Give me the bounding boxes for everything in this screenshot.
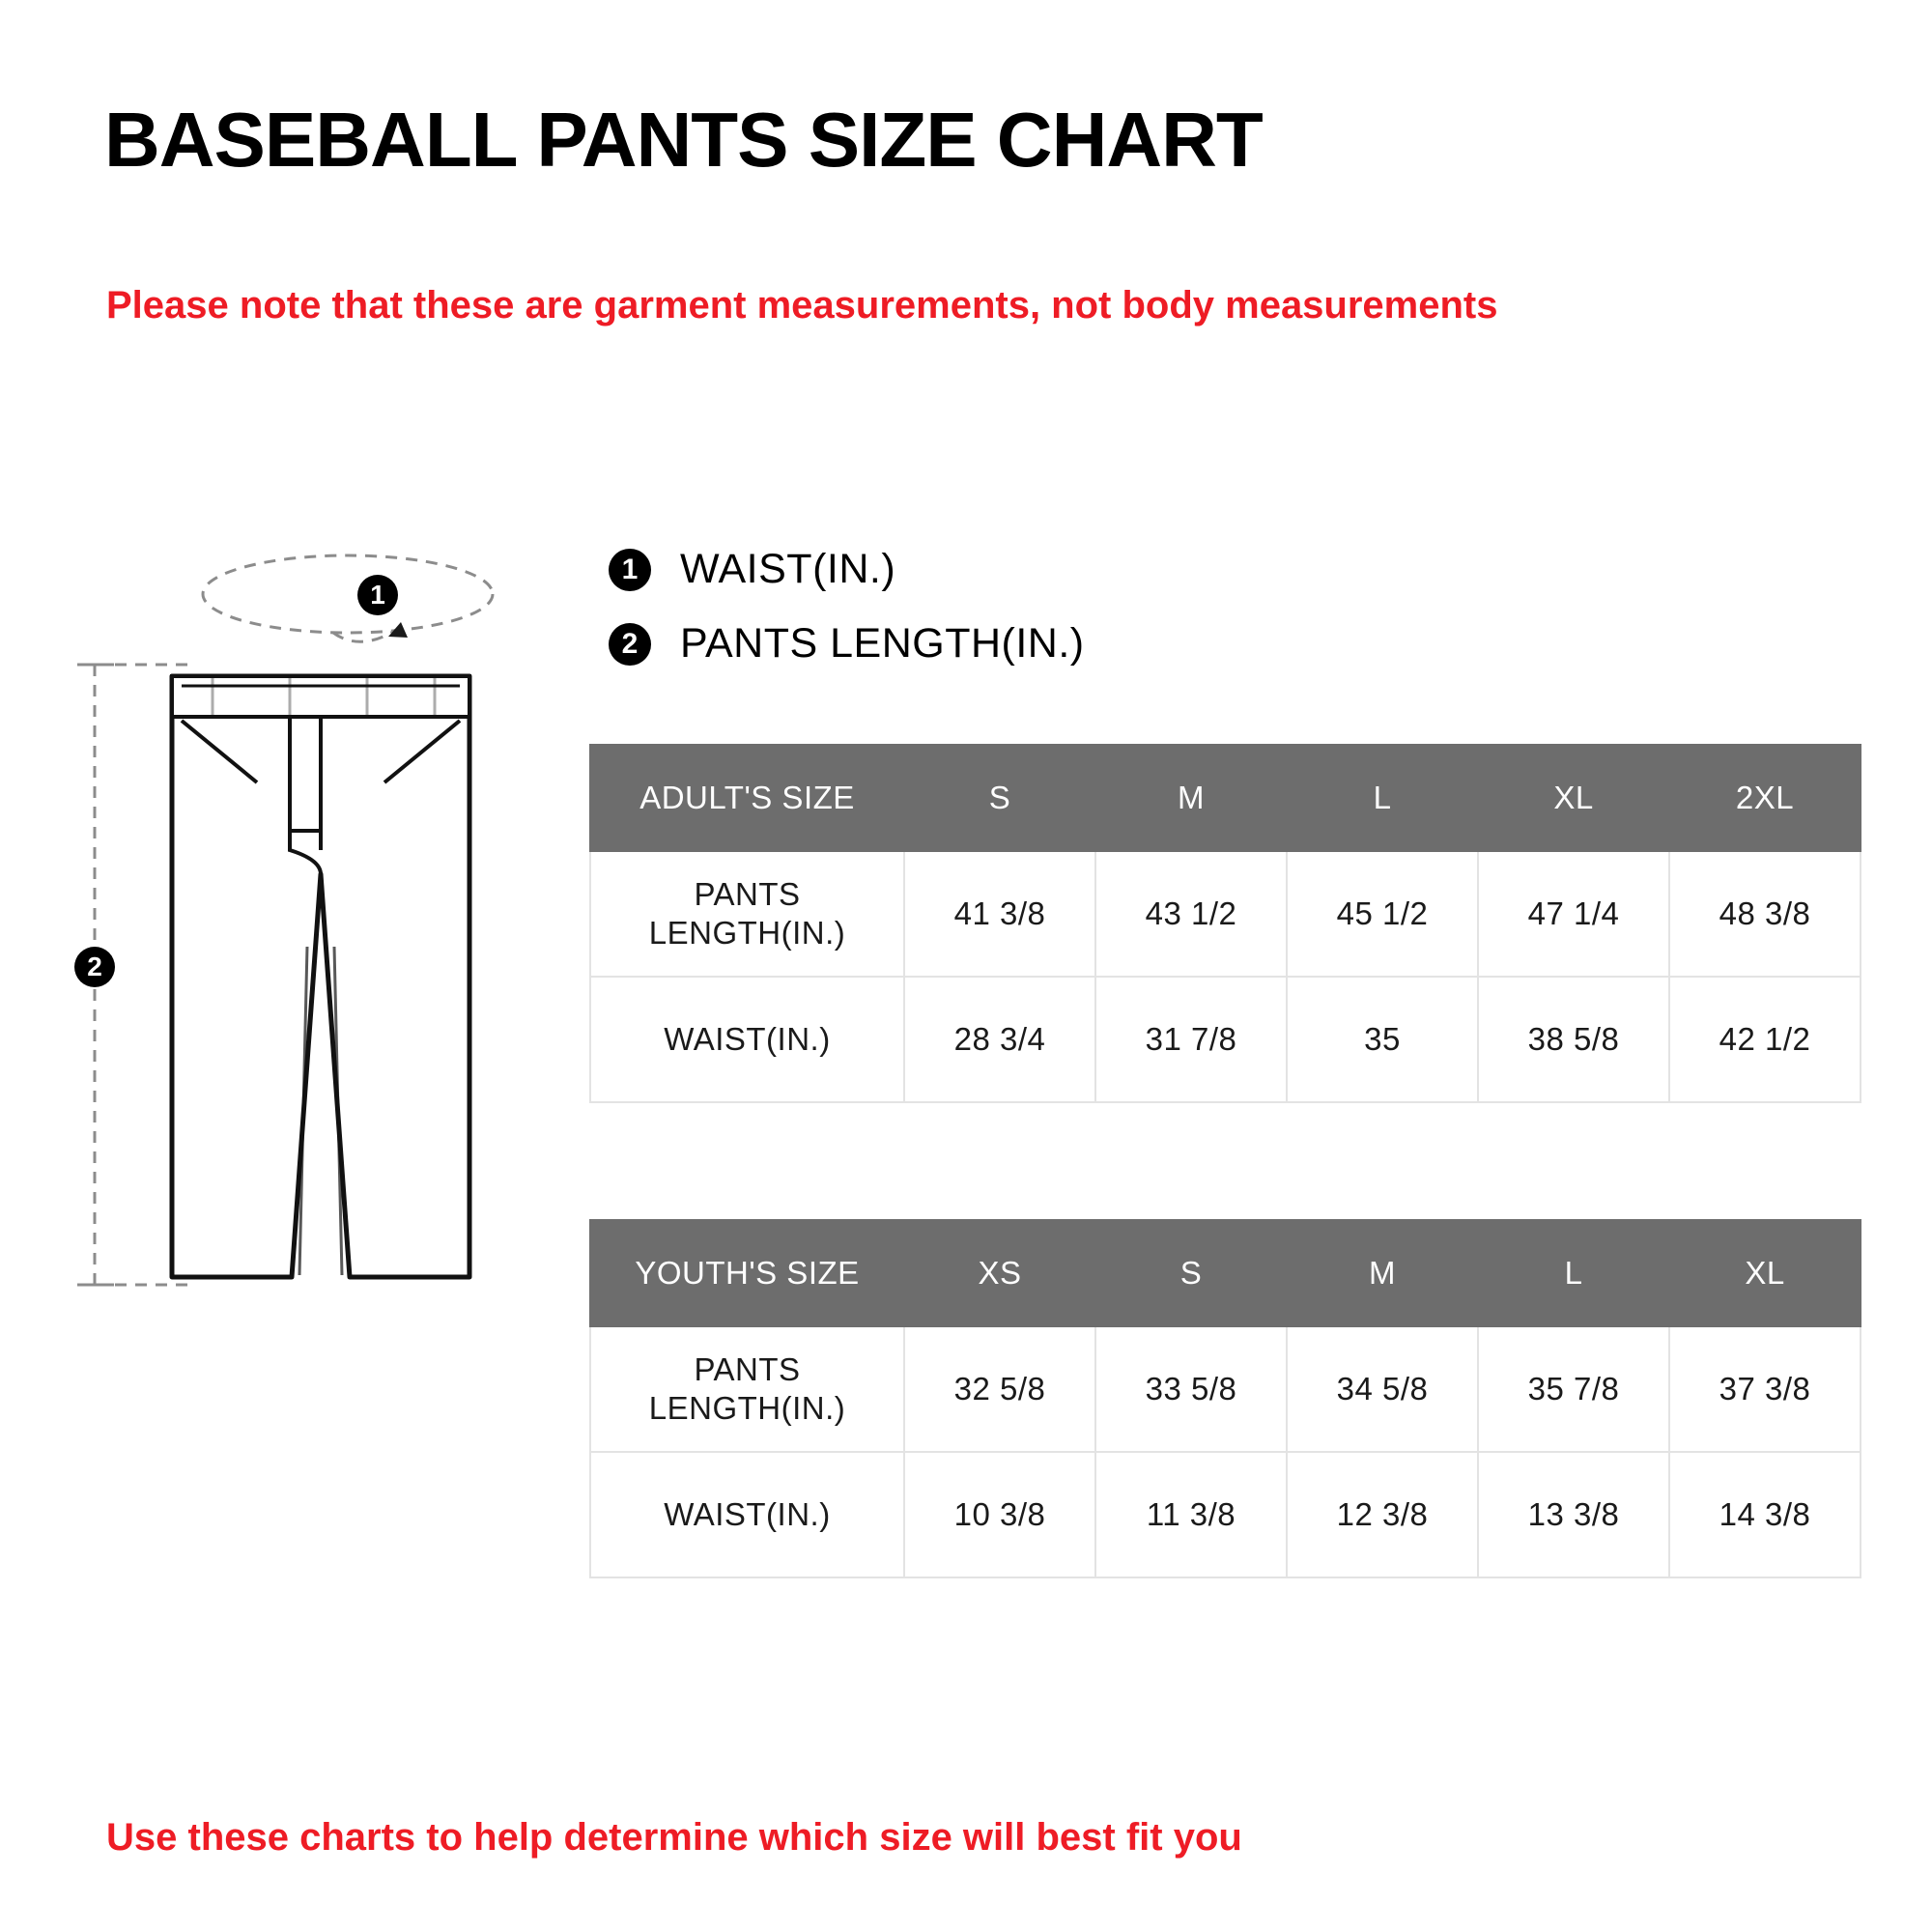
adults-col-xl: XL — [1478, 745, 1669, 851]
garment-measurement-note: Please note that these are garment measurements, not body measurements — [106, 284, 1498, 327]
adults-size-table — [589, 744, 1861, 1103]
adults-row-label-waist: WAIST(IN.) — [590, 977, 904, 1102]
youths-col-l: L — [1478, 1220, 1669, 1326]
youths-length-xs: 32 5/8 — [904, 1326, 1095, 1452]
illustration-badge-length: 2 — [74, 947, 115, 987]
adults-size-header: ADULT'S SIZE — [590, 745, 904, 851]
youths-size-header: YOUTH'S SIZE — [590, 1220, 904, 1326]
adults-col-m: M — [1095, 745, 1287, 851]
adults-length-m: 43 1/2 — [1095, 851, 1287, 977]
youths-waist-xl: 14 3/8 — [1669, 1452, 1861, 1577]
legend-label-pants-length: PANTS LENGTH(IN.) — [680, 620, 1085, 667]
youths-size-table — [589, 1219, 1861, 1578]
youths-row-label-pants-length: PANTS LENGTH(IN.) — [590, 1326, 904, 1452]
adults-waist-xl: 38 5/8 — [1478, 977, 1669, 1102]
adults-col-l: L — [1287, 745, 1478, 851]
youths-col-m: M — [1287, 1220, 1478, 1326]
adults-length-2xl: 48 3/8 — [1669, 851, 1861, 977]
legend-item-waist — [609, 546, 1085, 593]
adults-col-2xl: 2XL — [1669, 745, 1861, 851]
adults-length-xl: 47 1/4 — [1478, 851, 1669, 977]
youths-length-m: 34 5/8 — [1287, 1326, 1478, 1452]
youths-waist-m: 12 3/8 — [1287, 1452, 1478, 1577]
table-row — [590, 977, 1861, 1102]
youths-length-xl: 37 3/8 — [1669, 1326, 1861, 1452]
adults-length-s: 41 3/8 — [904, 851, 1095, 977]
legend-label-waist: WAIST(IN.) — [680, 546, 896, 592]
table-header-row — [590, 1220, 1861, 1326]
measurement-legend — [609, 546, 1085, 695]
table-row — [590, 851, 1861, 977]
table-row — [590, 1326, 1861, 1452]
table-row — [590, 1452, 1861, 1577]
circle-one-icon: 1 — [609, 549, 651, 591]
adults-waist-s: 28 3/4 — [904, 977, 1095, 1102]
youths-waist-s: 11 3/8 — [1095, 1452, 1287, 1577]
youths-col-xs: XS — [904, 1220, 1095, 1326]
youths-length-s: 33 5/8 — [1095, 1326, 1287, 1452]
pants-illustration — [68, 541, 609, 1343]
youths-col-xl: XL — [1669, 1220, 1861, 1326]
footer-note: Use these charts to help determine which size will best fit you — [106, 1816, 1242, 1859]
youths-row-label-waist: WAIST(IN.) — [590, 1452, 904, 1577]
circle-two-icon: 2 — [609, 623, 651, 666]
adults-waist-l: 35 — [1287, 977, 1478, 1102]
page-title: BASEBALL PANTS SIZE CHART — [104, 97, 1263, 183]
adults-waist-2xl: 42 1/2 — [1669, 977, 1861, 1102]
adults-waist-m: 31 7/8 — [1095, 977, 1287, 1102]
adults-col-s: S — [904, 745, 1095, 851]
table-header-row — [590, 745, 1861, 851]
youths-col-s: S — [1095, 1220, 1287, 1326]
youths-waist-xs: 10 3/8 — [904, 1452, 1095, 1577]
youths-waist-l: 13 3/8 — [1478, 1452, 1669, 1577]
legend-item-pants-length — [609, 620, 1085, 668]
adults-length-l: 45 1/2 — [1287, 851, 1478, 977]
pants-diagram-svg — [68, 541, 609, 1343]
youths-length-l: 35 7/8 — [1478, 1326, 1669, 1452]
adults-row-label-pants-length: PANTS LENGTH(IN.) — [590, 851, 904, 977]
illustration-badge-waist: 1 — [357, 575, 398, 615]
